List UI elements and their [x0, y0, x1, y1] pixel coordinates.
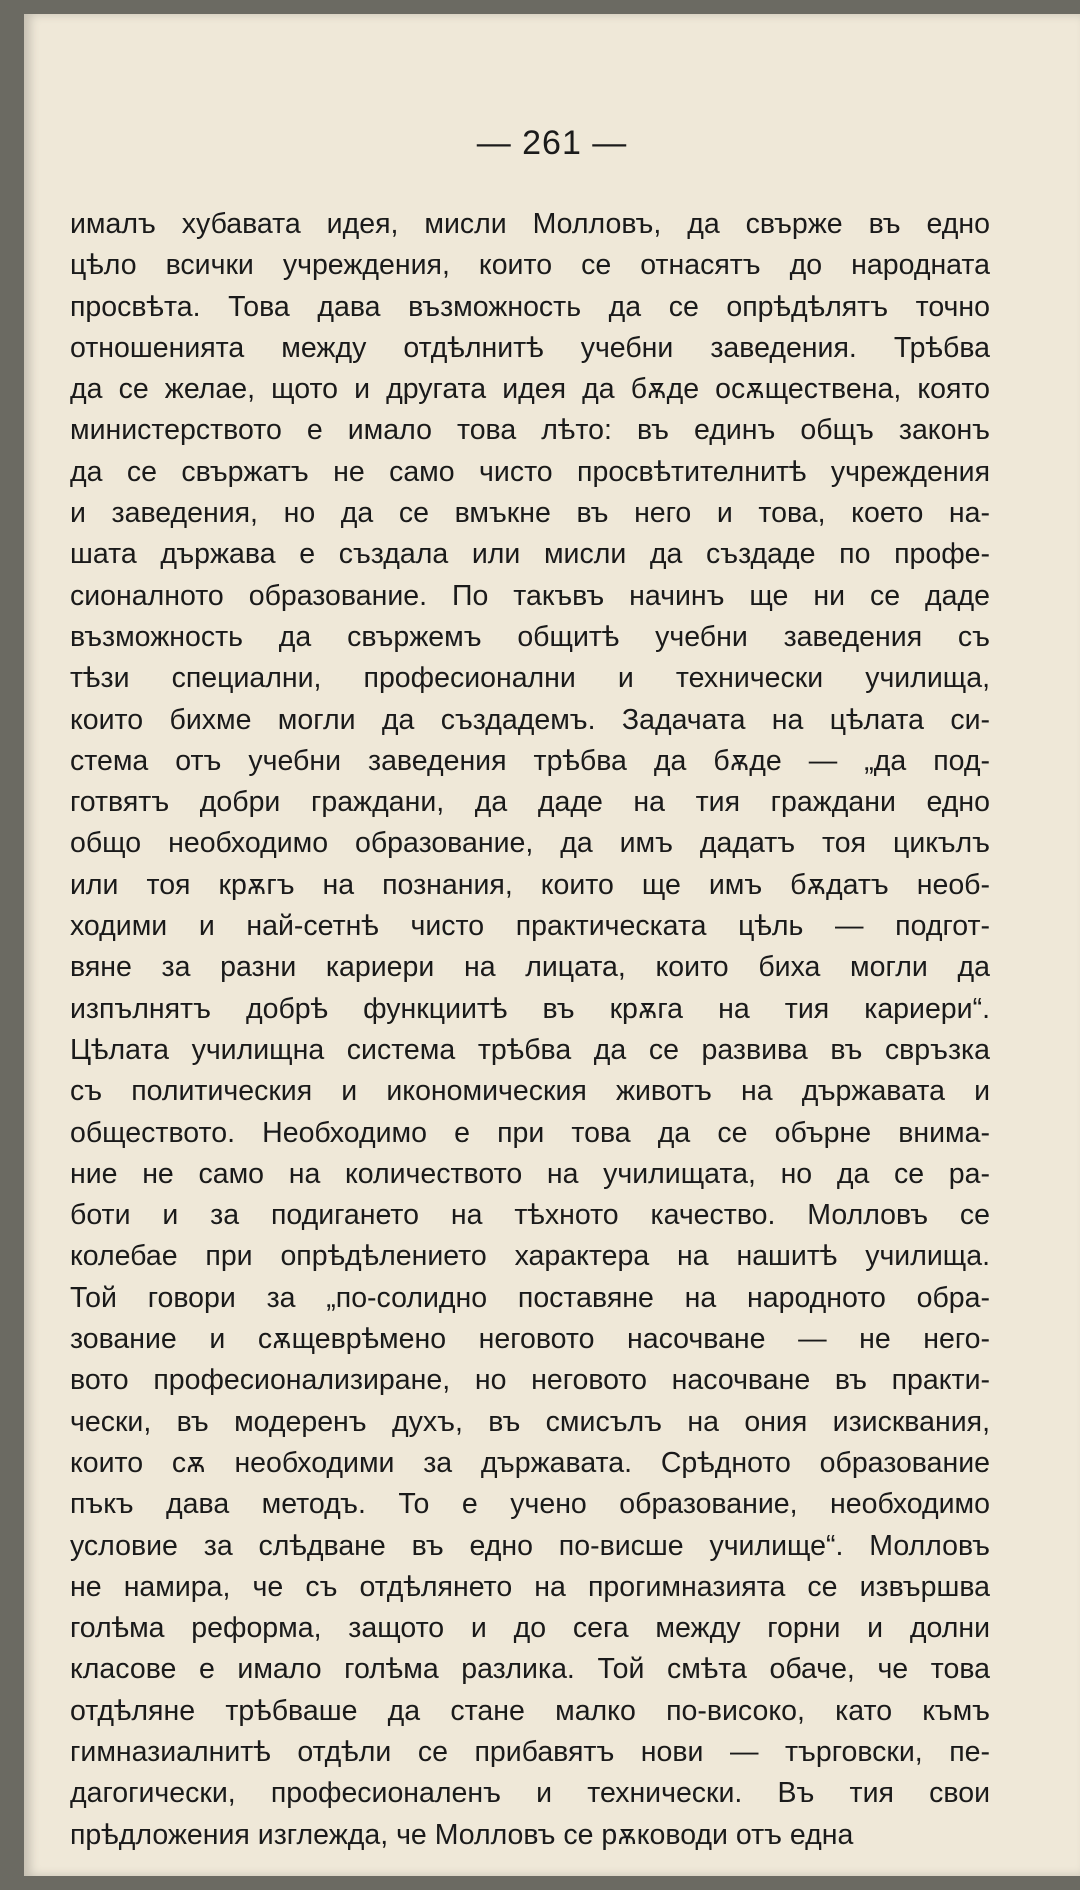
text-line: отдѣляне трѣбваше да стане малко по-високо, като къмъ: [70, 1694, 990, 1727]
text-line: класове е имало голѣма разлика. Той смѣта обаче, че това: [70, 1653, 990, 1686]
text-line: които бихме могли да създадемъ. Задачата на цѣлата си-: [70, 703, 990, 736]
text-line: възможность да свържемъ общитѣ учебни заведения съ: [70, 620, 990, 653]
text-line: вото професионализиране, но неговото насочване въ практи-: [70, 1364, 990, 1397]
text-line: Цѣлата училищна система трѣбва да се развива въ свръзка: [70, 1033, 990, 1066]
text-line: готвятъ добри граждани, да даде на тия граждани едно: [70, 786, 990, 819]
text-line: ималъ хубавата идея, мисли Молловъ, да свърже въ едно: [70, 208, 990, 240]
text-line: голѣма реформа, защото и до сега между горни и долни: [70, 1612, 990, 1645]
text-line: които сѫ необходими за държавата. Срѣдното образование: [70, 1446, 990, 1479]
page-number: — 261 —: [476, 124, 628, 162]
text-line: съ политическия и икономическия животъ на държавата и: [70, 1075, 990, 1108]
text-line: боти и за подигането на тѣхното качество. Молловъ се: [70, 1199, 990, 1232]
text-line: или тоя крѫгъ на познания, които ще имъ бѫдатъ необ-: [70, 868, 990, 901]
text-line: ние не само на количеството на училищата, но да се ра-: [70, 1157, 990, 1190]
text-line: дагогически, професионаленъ и технически. Въ тия свои: [70, 1777, 990, 1810]
page-body-text: [70, 204, 990, 1856]
text-line: зование и сѫщеврѣмено неговото насочване — не него-: [70, 1323, 990, 1356]
text-line: прѣдложения изглежда, че Молловъ се рѫководи отъ една: [70, 1818, 854, 1851]
text-line: пъкъ дава методъ. То е учено образование, необходимо: [70, 1488, 990, 1521]
text-line: не намира, че съ отдѣлянето на прогимназията се извършва: [70, 1570, 990, 1603]
text-line: ходими и най-сетнѣ чисто практическата цѣль — подгот-: [70, 910, 990, 943]
text-line: да се свържатъ не само чисто просвѣтителнитѣ учреждения: [70, 455, 990, 488]
text-line: да се желае, щото и другата идея да бѫде осѫществена, която: [70, 373, 990, 406]
book-page: [24, 14, 1080, 1876]
text-line: шата държава е създала или мисли да създаде по профе-: [70, 538, 990, 571]
text-line: колебае при опрѣдѣлението характера на нашитѣ училища.: [70, 1240, 990, 1273]
text-line: отношенията между отдѣлнитѣ учебни заведения. Трѣбва: [70, 331, 990, 364]
text-line: и заведения, но да се вмъкне въ него и това, което на-: [70, 497, 990, 530]
text-line: условие за слѣдване въ едно по-висше училище“. Молловъ: [70, 1529, 990, 1562]
text-line: просвѣта. Това дава възможность да се опрѣдѣлятъ точно: [70, 290, 990, 323]
text-line: вяне за разни кариери на лицата, които биха могли да: [70, 951, 990, 984]
text-line: цѣло всички учреждения, които се отнасятъ до народната: [70, 249, 990, 282]
text-line: сионалното образование. По такъвъ начинъ ще ни се даде: [70, 579, 990, 612]
text-line: тѣзи специални, професионални и технически училища,: [70, 662, 990, 695]
text-line: гимназиалнитѣ отдѣли се прибавятъ нови — търговски, пе-: [70, 1735, 990, 1768]
text-line: общо необходимо образование, да имъ дадатъ тоя цикълъ: [70, 827, 990, 860]
text-line: обществото. Необходимо е при това да се обърне внима-: [70, 1116, 990, 1149]
text-line: чески, въ модеренъ духъ, въ смисълъ на ония изисквания,: [70, 1405, 990, 1438]
text-line: министерството е имало това лѣто: въ единъ общъ законъ: [70, 414, 990, 447]
text-line: стема отъ учебни заведения трѣбва да бѫде — „да под-: [70, 744, 990, 777]
text-line: Той говори за „по-солидно поставяне на народното обра-: [70, 1281, 990, 1314]
text-line: изпълнятъ добрѣ функциитѣ въ крѫга на тия кариери“.: [70, 992, 990, 1025]
